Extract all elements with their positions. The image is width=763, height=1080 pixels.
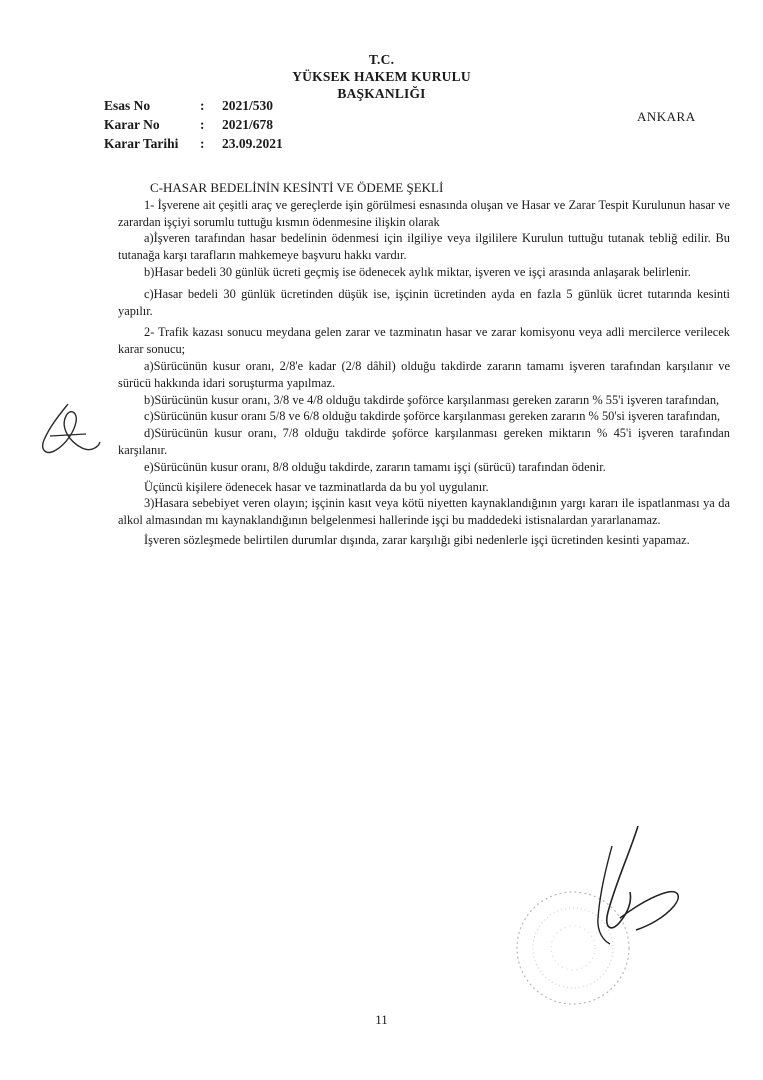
- paragraph: b)Sürücünün kusur oranı, 3/8 ve 4/8 olduğu takdirde şoförce karşılanması gereken zararın % 55'i işveren tarafından,: [144, 392, 720, 407]
- meta-label: Esas No: [104, 98, 151, 113]
- meta-label: Karar No: [104, 117, 160, 132]
- paragraph: 3)Hasara sebebiyet veren olayın; işçinin kasıt veya kötü niyetten kaynaklandığının yargı kararı ile ispatlanması ya da alkol almasından mı kaynaklandığının belgelenmesi hallerinde işçi bu maddedeki istisnalardan yararlanamaz.: [118, 496, 730, 528]
- paragraph: a)İşveren tarafından hasar bedelinin ödenmesi için ilgiliye veya ilgililere Kurulun tuttuğu tutanak tebliğ edilir. Bu tutanağa karşı tarafların mahkemeye başvuru hakkı vardır.: [118, 231, 730, 263]
- paragraph: 1- İşverene ait çeşitli araç ve gereçlerde işin görülmesi esnasında oluşan ve Hasar ve Zarar Tespit Kurulunun hasar ve zarardan işçiyi sorumlu tuttuğu kısmın ödenmesine ilişkin olarak: [118, 197, 730, 229]
- paragraph: a)Sürücünün kusur oranı, 2/8'e kadar (2/8 dâhil) olduğu takdirde zararın tamamı işveren tarafından karşılanır ve sürücü hakkında idari soruşturma yapılmaz.: [118, 358, 730, 390]
- meta-value: 2021/530: [222, 98, 274, 113]
- city-label: ANKARA: [637, 109, 696, 124]
- meta-row-tarih: [104, 134, 283, 153]
- meta-colon: :: [200, 117, 205, 132]
- header-tc: T.C.: [368, 52, 395, 67]
- paragraph: e)Sürücünün kusur oranı, 8/8 olduğu takdirde, zararın tamamı işçi (sürücü) tarafından ödenir.: [144, 459, 606, 474]
- document-body: [118, 180, 730, 549]
- meta-colon: :: [200, 98, 205, 113]
- meta-colon: :: [200, 136, 205, 151]
- paragraph: İşveren sözleşmede belirtilen durumlar dışında, zarar karşılığı gibi nedenlerle işçi ücretinden kesinti yapamaz.: [144, 532, 690, 547]
- case-metadata: [104, 96, 283, 153]
- section-title: C-HASAR BEDELİNİN KESİNTİ VE ÖDEME ŞEKLİ: [150, 180, 444, 195]
- paragraph: c)Hasar bedeli 30 günlük ücretinden düşük ise, işçinin ücretinden ayda en fazla 5 günlük ücret tutarında kesinti yapılır.: [118, 286, 730, 318]
- paragraph: Üçüncü kişilere ödenecek hasar ve tazminatlarda da bu yol uygulanır.: [144, 479, 489, 494]
- page-number: 11: [375, 1012, 388, 1027]
- margin-initial-signature: [30, 396, 110, 466]
- meta-row-karar: [104, 115, 283, 134]
- paragraph: c)Sürücünün kusur oranı 5/8 ve 6/8 olduğu takdirde şoförce karşılanması gereken zararın % 50'si işveren tarafından,: [144, 409, 721, 424]
- paragraph: b)Hasar bedeli 30 günlük ücreti geçmiş ise ödenecek aylık miktar, işveren ve işçi arasında anlaşarak belirlenir.: [144, 264, 691, 279]
- header-office: BAŞKANLIĞI: [337, 86, 426, 101]
- meta-label: Karar Tarihi: [104, 136, 179, 151]
- meta-row-esas: [104, 96, 283, 115]
- signature: [560, 822, 700, 972]
- meta-value: 2021/678: [222, 117, 274, 132]
- paragraph: 2- Trafik kazası sonucu meydana gelen zarar ve tazminatın hasar ve zarar komisyonu veya adli mercilerce verilecek karar sonucu;: [118, 325, 730, 357]
- header-institution: YÜKSEK HAKEM KURULU: [292, 69, 471, 84]
- meta-value: 23.09.2021: [222, 136, 283, 151]
- paragraph: d)Sürücünün kusur oranı, 7/8 olduğu takdirde şoförce karşılanması gereken miktarın % 45'i işveren tarafından karşılanır.: [118, 426, 730, 457]
